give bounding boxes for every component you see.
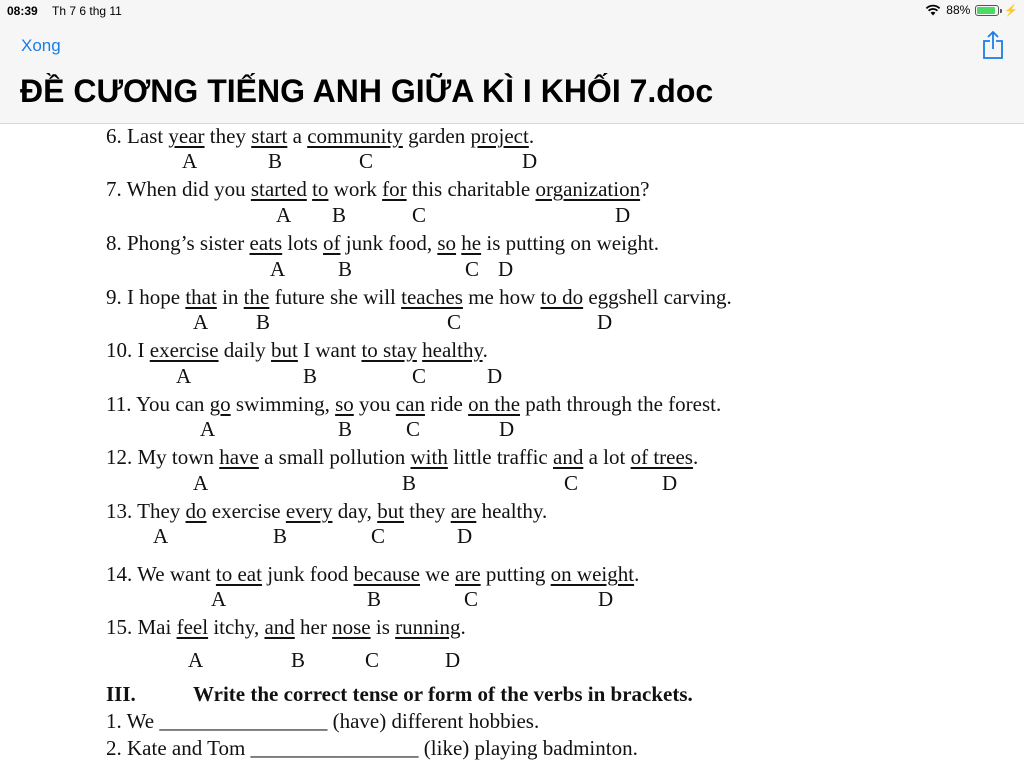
underlined-option: because	[353, 562, 421, 586]
underlined-option: start	[251, 124, 288, 148]
question-text: lots	[282, 231, 324, 255]
charging-bolt-icon: ⚡	[1004, 4, 1018, 17]
share-icon[interactable]	[982, 30, 1004, 60]
battery-percent: 88%	[946, 3, 971, 17]
option-letter: C	[365, 648, 380, 672]
question-number: 11.	[106, 392, 136, 416]
option-letter: B	[338, 417, 353, 441]
underlined-option: on the	[468, 392, 521, 416]
option-letter: A	[276, 203, 292, 227]
question-number: 10.	[106, 338, 138, 362]
question-text: You can	[135, 392, 210, 416]
question-number: 7.	[106, 177, 127, 201]
underlined-option: started	[250, 177, 307, 201]
document-title: ĐỀ CƯƠNG TIẾNG ANH GIỮA KÌ I KHỐI 7.doc	[20, 73, 714, 109]
option-letter: B	[273, 524, 288, 548]
section-instruction: Write the correct tense or form of the verbs in brackets.	[193, 682, 693, 706]
option-letter: B	[367, 587, 382, 611]
option-letter: A	[193, 471, 209, 495]
underlined-option: have	[219, 445, 259, 469]
question-text: this charitable	[406, 177, 536, 201]
question-text: healthy.	[476, 499, 548, 523]
question-text: you	[353, 392, 396, 416]
underlined-option: and	[264, 615, 295, 639]
option-letter: D	[598, 587, 614, 611]
underlined-option: can	[395, 392, 425, 416]
question-number: 13.	[106, 499, 138, 523]
question-text: is putting on weight.	[481, 231, 660, 255]
underlined-option: so	[437, 231, 457, 255]
question-text: Mai	[137, 615, 177, 639]
question-text: I want	[297, 338, 362, 362]
question-text: day,	[332, 499, 378, 523]
question-text: .	[482, 338, 488, 362]
option-letter: A	[200, 417, 216, 441]
question-text: they	[404, 499, 451, 523]
underlined-option: that	[185, 285, 217, 309]
underlined-option: are	[450, 499, 477, 523]
option-letter: D	[487, 364, 503, 388]
underlined-option: teaches	[401, 285, 463, 309]
status-date: Th 7 6 thg 11	[52, 4, 122, 18]
question-text: ride	[424, 392, 469, 416]
option-letter: A	[211, 587, 227, 611]
underlined-option: nose	[332, 615, 371, 639]
question-text: path through the forest.	[520, 392, 722, 416]
option-letter: D	[522, 149, 538, 173]
underlined-option: running	[395, 615, 461, 639]
underlined-option: but	[377, 499, 405, 523]
option-letter: A	[182, 149, 198, 173]
question-text: putting	[480, 562, 551, 586]
underlined-option: organization	[535, 177, 641, 201]
status-time: 08:39	[7, 4, 38, 18]
wifi-icon	[925, 4, 941, 16]
question-text: in	[216, 285, 244, 309]
option-letter: C	[359, 149, 374, 173]
option-letter: D	[457, 524, 473, 548]
question-text: daily	[218, 338, 272, 362]
underlined-option: project	[470, 124, 529, 148]
section-number: III.	[106, 682, 136, 706]
battery-fill	[977, 7, 995, 14]
question-text: They	[137, 499, 186, 523]
underlined-option: to stay	[361, 338, 417, 362]
question-line	[106, 499, 547, 523]
option-letter: D	[445, 648, 461, 672]
underlined-option: exercise	[149, 338, 219, 362]
question-text: When did you	[126, 177, 251, 201]
document-content[interactable]	[0, 124, 1024, 766]
underlined-option: of	[323, 231, 341, 255]
question-line	[106, 445, 698, 469]
underlined-option: so	[335, 392, 354, 416]
underlined-option: of trees	[630, 445, 693, 469]
question-line	[106, 231, 659, 255]
option-letter: C	[564, 471, 579, 495]
question-text: is	[370, 615, 396, 639]
question-line	[106, 124, 534, 148]
section-heading	[106, 682, 136, 706]
question-number: 12.	[106, 445, 138, 469]
underlined-option: he	[461, 231, 482, 255]
status-bar	[0, 0, 1024, 22]
underlined-option: do	[185, 499, 207, 523]
option-letter: A	[193, 310, 209, 334]
question-text: junk food,	[340, 231, 438, 255]
underlined-option: community	[307, 124, 403, 148]
option-letter: C	[465, 257, 480, 281]
underlined-option: are	[455, 562, 481, 586]
option-letter: C	[412, 203, 427, 227]
navigation-bar	[0, 22, 1024, 124]
question-text: her	[294, 615, 333, 639]
question-text: .	[634, 562, 640, 586]
question-text: garden	[402, 124, 471, 148]
option-letter: C	[371, 524, 386, 548]
question-text: little traffic	[447, 445, 553, 469]
question-line	[106, 338, 488, 362]
question-line	[106, 562, 639, 586]
question-text: itchy,	[208, 615, 265, 639]
question-line	[106, 285, 732, 309]
question-number: 15.	[106, 615, 138, 639]
underlined-option: but	[271, 338, 298, 362]
option-letter: C	[412, 364, 427, 388]
question-text: We want	[137, 562, 216, 586]
underlined-option: on weight	[550, 562, 635, 586]
done-button[interactable]: Xong	[21, 36, 61, 55]
question-text: My town	[137, 445, 220, 469]
question-number: 6.	[106, 124, 127, 148]
option-letter: B	[256, 310, 271, 334]
underlined-option: with	[410, 445, 448, 469]
underlined-option: the	[243, 285, 270, 309]
question-text: ?	[640, 177, 650, 201]
option-letter: D	[662, 471, 678, 495]
question-text: .	[460, 615, 466, 639]
underlined-option: year	[168, 124, 205, 148]
option-letter: C	[406, 417, 421, 441]
question-text: eggshell carving.	[583, 285, 732, 309]
option-letter: B	[291, 648, 306, 672]
option-letter: C	[447, 310, 462, 334]
question-text: a	[287, 124, 308, 148]
question-text: I	[137, 338, 150, 362]
question-text: junk food	[261, 562, 354, 586]
question-text: work	[328, 177, 383, 201]
question-line	[106, 615, 466, 639]
underlined-option: eats	[249, 231, 283, 255]
option-letter: B	[332, 203, 347, 227]
exercise-item: 2. Kate and Tom ________________ (like) playing badminton.	[106, 736, 638, 760]
option-letter: B	[338, 257, 353, 281]
option-letter: D	[597, 310, 613, 334]
underlined-option: every	[285, 499, 333, 523]
question-text: a small pollution	[258, 445, 411, 469]
question-text: we	[420, 562, 456, 586]
question-text: me how	[462, 285, 541, 309]
underlined-option: go	[209, 392, 231, 416]
option-letter: A	[153, 524, 169, 548]
option-letter: B	[303, 364, 318, 388]
underlined-option: for	[382, 177, 407, 201]
option-letter: A	[176, 364, 192, 388]
question-number: 14.	[106, 562, 138, 586]
question-number: 9.	[106, 285, 127, 309]
question-text: swimming,	[230, 392, 336, 416]
option-letter: D	[498, 257, 514, 281]
question-text: Phong’s sister	[127, 231, 250, 255]
underlined-option: to	[312, 177, 329, 201]
underlined-option: feel	[176, 615, 209, 639]
question-line	[106, 177, 649, 201]
question-line	[106, 392, 721, 416]
battery-tip	[1000, 9, 1002, 13]
question-text: a lot	[583, 445, 631, 469]
question-text: future she will	[269, 285, 402, 309]
question-number: 8.	[106, 231, 127, 255]
underlined-option: healthy	[422, 338, 483, 362]
option-letter: D	[499, 417, 515, 441]
option-letter: A	[270, 257, 286, 281]
underlined-option: to eat	[215, 562, 262, 586]
option-letter: B	[268, 149, 283, 173]
question-text: exercise	[206, 499, 286, 523]
underlined-option: to do	[540, 285, 584, 309]
question-text: they	[204, 124, 252, 148]
question-text: .	[528, 124, 535, 148]
option-letter: C	[464, 587, 479, 611]
question-text: Last	[127, 124, 169, 148]
option-letter: B	[402, 471, 417, 495]
question-text: .	[692, 445, 699, 469]
underlined-option: and	[553, 445, 584, 469]
question-text: I hope	[127, 285, 186, 309]
option-letter: D	[615, 203, 631, 227]
option-letter: A	[188, 648, 204, 672]
exercise-item: 1. We ________________ (have) different hobbies.	[106, 709, 540, 733]
status-indicators	[925, 3, 1018, 17]
battery-icon	[975, 5, 999, 16]
